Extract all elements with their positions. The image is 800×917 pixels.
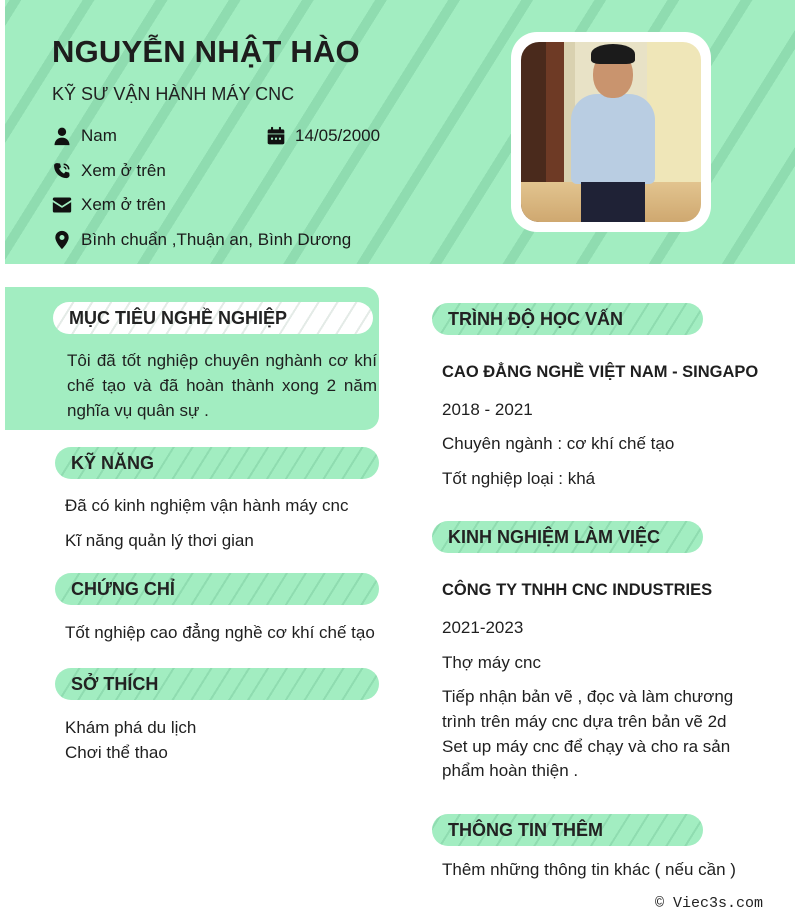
certificates-heading: CHỨNG CHỈ xyxy=(55,573,379,605)
extra-info-heading: THÔNG TIN THÊM xyxy=(432,814,703,846)
dob-info xyxy=(266,126,380,146)
envelope-icon xyxy=(52,195,72,215)
address-info xyxy=(52,230,351,250)
email-value: Xem ở trên xyxy=(81,195,166,214)
profile-photo xyxy=(521,42,701,222)
objective-text: Tôi đã tốt nghiệp chuyên nghành cơ khí chế tạo và đã hoàn thành xong 2 năm nghĩa vụ quân sự . xyxy=(67,351,377,420)
experience-desc-line: phẩm hoàn thiện . xyxy=(442,761,579,780)
calendar-icon xyxy=(266,126,286,146)
education-heading: TRÌNH ĐỘ HỌC VẤN xyxy=(432,303,703,335)
candidate-name: NGUYỄN NHẬT HÀO xyxy=(52,34,360,69)
experience-desc-line: trình trên máy cnc dựa trên bản vẽ 2d xyxy=(442,712,727,731)
location-pin-icon xyxy=(52,230,72,250)
skill-item: Kĩ năng quản lý thơi gian xyxy=(65,531,254,550)
hobby-item: Khám phá du lịch xyxy=(65,718,197,737)
experience-desc-line: Set up máy cnc để chạy và cho ra sản xyxy=(442,737,731,756)
phone-info xyxy=(52,161,166,181)
certificate-item: Tốt nghiệp cao đẳng nghề cơ khí chế tạo xyxy=(65,623,375,642)
user-icon xyxy=(52,126,72,146)
experience-position: Thợ máy cnc xyxy=(442,653,542,672)
education-major: Chuyên ngành : cơ khí chế tạo xyxy=(442,434,675,453)
experience-heading: KINH NGHIỆM LÀM VIỆC xyxy=(432,521,703,553)
gender-info xyxy=(52,126,117,146)
phone-icon xyxy=(52,161,72,181)
profile-photo-frame xyxy=(511,32,711,232)
cv-header xyxy=(5,0,795,264)
skill-item: Đã có kinh nghiệm vận hành máy cnc xyxy=(65,496,349,515)
phone-value: Xem ở trên xyxy=(81,161,166,180)
gender-value: Nam xyxy=(81,126,117,145)
education-period: 2018 - 2021 xyxy=(442,400,533,419)
experience-desc-line: Tiếp nhận bản vẽ , đọc và làm chương xyxy=(442,687,734,706)
objective-heading: MỤC TIÊU NGHỀ NGHIỆP xyxy=(53,302,373,334)
education-school: CAO ĐẲNG NGHỀ VIỆT NAM - SINGAPO xyxy=(442,363,759,381)
dob-value: 14/05/2000 xyxy=(295,126,381,145)
hobby-item: Chơi thể thao xyxy=(65,743,168,762)
skills-heading: KỸ NĂNG xyxy=(55,447,379,479)
experience-company: CÔNG TY TNHH CNC INDUSTRIES xyxy=(442,581,713,599)
extra-info-text: Thêm những thông tin khác ( nếu cần ) xyxy=(442,860,736,879)
copyright-footer: © Viec3s.com xyxy=(654,895,763,912)
address-value: Bình chuẩn ,Thuận an, Bình Dương xyxy=(81,230,352,249)
education-grade: Tốt nghiệp loại : khá xyxy=(442,469,596,488)
experience-period: 2021-2023 xyxy=(442,618,524,637)
hobbies-heading: SỞ THÍCH xyxy=(55,668,379,700)
candidate-job-title: KỸ SƯ VẬN HÀNH MÁY CNC xyxy=(52,84,295,104)
email-info xyxy=(52,195,166,215)
